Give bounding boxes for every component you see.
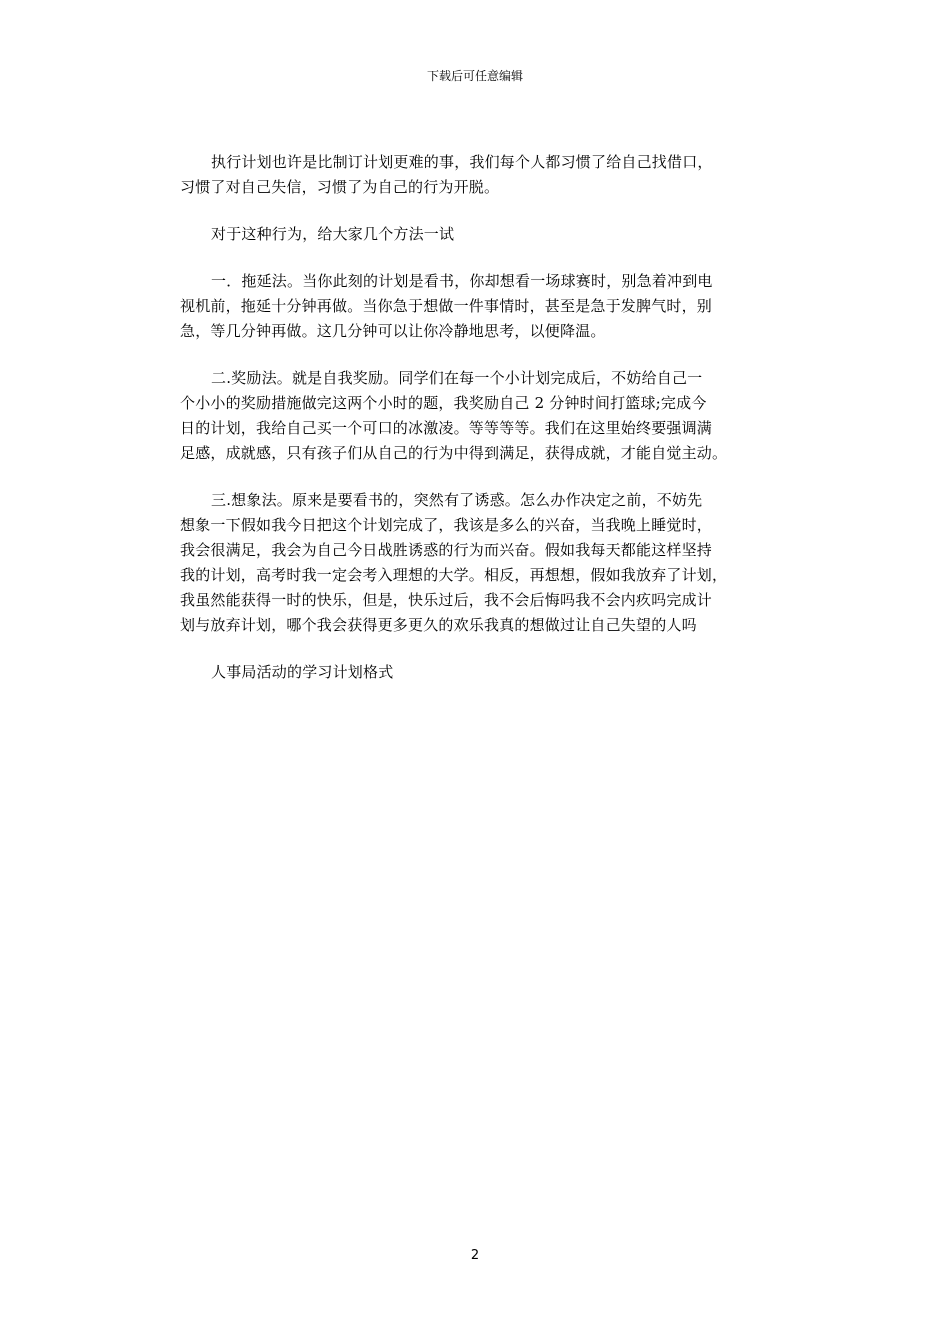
paragraph-line: 习惯了对自己失信，习惯了为自己的行为开脱。 bbox=[180, 178, 500, 196]
paragraph-methods-intro bbox=[180, 222, 778, 247]
paragraph-line: 想象一下假如我今日把这个计划完成了，我该是多么的兴奋，当我晚上睡觉时， bbox=[180, 516, 713, 534]
document-body bbox=[180, 150, 778, 707]
paragraph-method-imagine bbox=[180, 488, 778, 638]
paragraph-line: 日的计划，我给自己买一个可口的冰激凌。等等等等。我们在这里始终要强调满 bbox=[180, 419, 713, 437]
paragraph-section-title bbox=[180, 660, 778, 685]
paragraph-line: 急，等几分钟再做。这几分钟可以让你冷静地思考，以便降温。 bbox=[180, 322, 606, 340]
paragraph-line: 视机前，拖延十分钟再做。当你急于想做一件事情时，甚至是急于发脾气时，别 bbox=[180, 297, 713, 315]
paragraph-method-delay bbox=[180, 269, 778, 344]
paragraph-method-reward bbox=[180, 366, 778, 466]
paragraph-line: 人事局活动的学习计划格式 bbox=[211, 663, 394, 681]
paragraph-line: 执行计划也许是比制订计划更难的事，我们每个人都习惯了给自己找借口， bbox=[211, 153, 713, 171]
page-header: 下载后可任意编辑 bbox=[426, 69, 523, 83]
paragraph-line: 一．拖延法。当你此刻的计划是看书，你却想看一场球赛时，别急着冲到电 bbox=[211, 272, 713, 290]
paragraph-intro bbox=[180, 150, 778, 200]
paragraph-line: 对于这种行为，给大家几个方法一试 bbox=[211, 225, 455, 243]
paragraph-line: 足感，成就感，只有孩子们从自己的行为中得到满足，获得成就，才能自觉主动。 bbox=[180, 444, 728, 462]
paragraph-line: 我虽然能获得一时的快乐，但是，快乐过后，我不会后悔吗我不会内疚吗完成计 bbox=[180, 591, 713, 609]
paragraph-line: 我的计划，高考时我一定会考入理想的大学。相反，再想想，假如我放弃了计划， bbox=[180, 566, 728, 584]
paragraph-line: 我会很满足，我会为自己今日战胜诱惑的行为而兴奋。假如我每天都能这样坚持 bbox=[180, 541, 713, 559]
paragraph-line: 三.想象法。原来是要看书的，突然有了诱惑。怎么办作决定之前，不妨先 bbox=[211, 491, 703, 509]
paragraph-line: 划与放弃计划，哪个我会获得更多更久的欢乐我真的想做过让自己失望的人吗 bbox=[180, 616, 697, 634]
paragraph-line: 二.奖励法。就是自我奖励。同学们在每一个小计划完成后，不妨给自己一 bbox=[211, 369, 703, 387]
page-number: 2 bbox=[470, 1248, 480, 1263]
paragraph-line: 个小小的奖励措施做完这两个小时的题，我奖励自己 2 分钟时间打篮球;完成今 bbox=[180, 394, 707, 412]
